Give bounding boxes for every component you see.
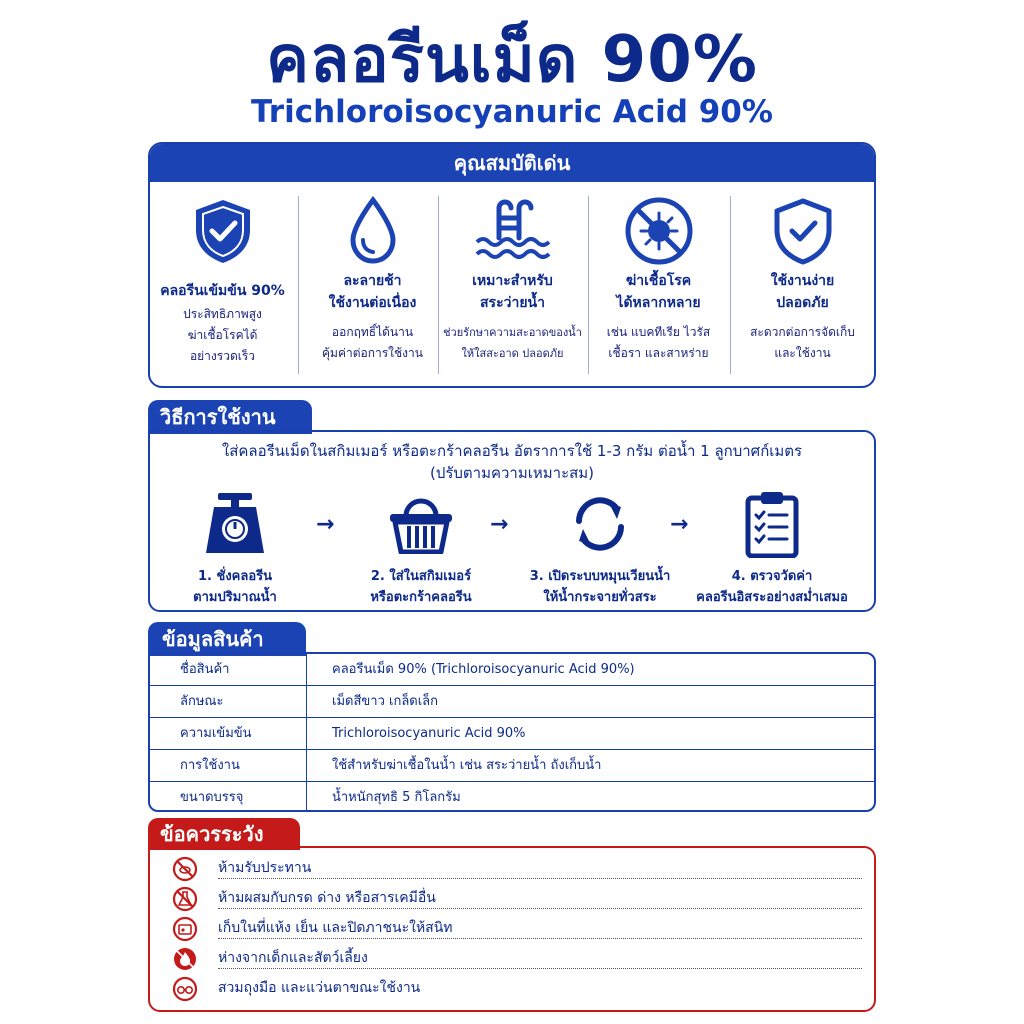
feature-pool <box>440 182 585 388</box>
feature-desc-line: สะดวกต่อการจัดเก็บ <box>750 325 855 339</box>
feature-desc-line: คุ้มค่าต่อการใช้งาน <box>322 346 423 360</box>
info-value: น้ำหนักสุทธิ 5 กิโลกรัม <box>332 790 461 805</box>
swimming-pool-icon <box>440 196 585 266</box>
warning-text: ห่างจากเด็กและสัตว์เลี้ยง <box>218 950 368 966</box>
feature-title-line: ได้หลากหลาย <box>616 295 701 311</box>
step-label <box>326 566 516 608</box>
usage-line: (ปรับตามความเหมาะสม) <box>429 464 595 482</box>
feature-desc-line: อย่างรวดเร็ว <box>189 349 256 363</box>
step-measure <box>672 488 872 608</box>
feature-title-line: ฆ่าเชื้อโรค <box>625 273 692 289</box>
water-drop-icon <box>300 196 445 266</box>
info-key: ความเข้มข้น <box>180 726 252 741</box>
warnings-tab: ข้อควรระวัง <box>148 818 300 850</box>
info-value: คลอรีนเม็ด 90% (Trichloroisocyanuric Acid 90%) <box>332 662 635 677</box>
warning-text: สวมถุงมือ และแว่นตาขณะใช้งาน <box>218 980 421 996</box>
feature-title-line: ละลายช้า <box>343 273 402 289</box>
info-key: การใช้งาน <box>180 758 240 773</box>
list-item <box>172 884 862 914</box>
table-row <box>150 750 874 782</box>
feature-title <box>730 270 875 314</box>
warning-text: เก็บในที่แห้ง เย็น และปิดภาชนะให้สนิท <box>218 920 453 936</box>
feature-desc-line: และใช้งาน <box>774 346 831 360</box>
arrow-icon: → <box>316 512 335 537</box>
feature-title-line: สระว่ายน้ำ <box>480 295 545 311</box>
step-label <box>140 566 330 608</box>
step-label-line: 2. ใส่ในสกิมเมอร์ <box>370 569 472 584</box>
feature-desc-line: ช่วยรักษาความสะอาดของน้ำ <box>443 326 582 339</box>
feature-desc <box>730 322 875 364</box>
feature-desc <box>300 322 445 364</box>
page-title: คลอรีนเม็ด 90% <box>266 23 758 97</box>
divider <box>218 878 862 879</box>
divider <box>218 968 862 969</box>
table-row <box>150 782 874 812</box>
table-row <box>150 686 874 718</box>
feature-safe <box>730 182 875 388</box>
usage-card <box>148 430 876 612</box>
feature-title-line: ใช้งานต่อเนื่อง <box>328 295 417 311</box>
step-label-line: 3. เปิดระบบหมุนเวียนน้ำ <box>529 569 671 584</box>
step-label <box>672 566 872 608</box>
clipboard-icon <box>672 488 872 560</box>
step-label-line: ตามปริมาณน้ำ <box>193 590 277 605</box>
arrow-icon: → <box>670 512 689 537</box>
usage-line: ใส่คลอรีนเม็ดในสกิมเมอร์ หรือตะกร้าคลอรีน อัตราการใช้ 1-3 กรัม ต่อน้ำ 1 ลูกบาศก์เมตร <box>221 442 803 460</box>
dry-storage-icon <box>172 916 198 942</box>
info-value: Trichloroisocyanuric Acid 90% <box>332 726 526 741</box>
feature-desc <box>150 304 295 367</box>
warning-text: ห้ามผสมกับกรด ด่าง หรือสารเคมีอื่น <box>218 890 436 906</box>
feature-title-line: ปลอดภัย <box>776 295 829 311</box>
feature-desc-line: เชื้อรา และสาหร่าย <box>608 346 709 360</box>
product-info-table <box>148 652 876 812</box>
feature-desc-line: ฆ่าเชื้อโรคได้ <box>187 328 258 342</box>
list-item <box>172 974 862 1004</box>
divider <box>438 196 439 374</box>
info-value: เม็ดสีขาว เกล็ดเล็ก <box>332 694 439 709</box>
feature-title: คลอรีนเข้มข้น 90% <box>160 283 285 299</box>
feature-germ-kill <box>586 182 731 388</box>
warnings-card <box>148 846 876 1012</box>
keep-away-children-icon <box>172 946 198 972</box>
step-label-line: 4. ตรวจวัดค่า <box>731 569 813 584</box>
feature-desc-line: เช่น แบคทีเรีย ไวรัส <box>606 325 711 339</box>
step-weigh <box>140 488 330 608</box>
feature-desc <box>586 322 731 364</box>
features-card <box>148 142 876 388</box>
page-subtitle: Trichloroisocyanuric Acid 90% <box>251 94 773 130</box>
feature-title-line: ใช้งานง่าย <box>770 273 835 289</box>
divider <box>218 908 862 909</box>
info-tab: ข้อมูลสินค้า <box>148 622 306 656</box>
feature-title-line: เหมาะสำหรับ <box>472 273 553 289</box>
features-header: คุณสมบัติเด่น <box>150 144 874 182</box>
basket-icon <box>326 488 516 560</box>
step-label-line: คลอรีนอิสระอย่างสม่ำเสมอ <box>696 590 848 605</box>
wear-goggles-icon <box>172 976 198 1002</box>
feature-title <box>586 270 731 314</box>
info-key: ชื่อสินค้า <box>180 662 230 677</box>
info-key: ลักษณะ <box>180 694 224 709</box>
no-germ-icon <box>586 196 731 266</box>
no-eating-icon <box>172 856 198 882</box>
divider <box>218 938 862 939</box>
step-label-line: 1. ชั่งคลอรีน <box>197 569 273 584</box>
feature-desc-line: ประสิทธิภาพสูง <box>183 307 262 321</box>
list-item <box>172 854 862 884</box>
table-row <box>150 654 874 686</box>
step-label-line: ให้น้ำกระจายทั่วสระ <box>543 590 657 605</box>
feature-desc <box>440 322 585 364</box>
shield-check-outline-icon <box>730 196 875 266</box>
info-key: ขนาดบรรจุ <box>180 790 244 805</box>
list-item <box>172 944 862 974</box>
warning-text: ห้ามรับประทาน <box>218 860 312 876</box>
step-skimmer <box>326 488 516 608</box>
feature-title <box>300 270 445 314</box>
step-label-line: หรือตะกร้าคลอรีน <box>370 590 472 605</box>
shield-check-icon <box>150 196 295 266</box>
info-value: ใช้สำหรับฆ่าเชื้อในน้ำ เช่น สระว่ายน้ำ ถังเก็บน้ำ <box>332 758 602 773</box>
divider <box>298 196 299 374</box>
feature-title <box>440 270 585 314</box>
feature-desc-line: ให้ใสสะอาด ปลอดภัย <box>461 347 564 360</box>
table-row <box>150 718 874 750</box>
usage-instructions <box>150 440 874 484</box>
list-item <box>172 914 862 944</box>
arrow-icon: → <box>490 512 509 537</box>
scale-icon <box>140 488 330 560</box>
no-mixing-icon <box>172 886 198 912</box>
feature-concentration <box>150 182 295 388</box>
usage-tab: วิธีการใช้งาน <box>148 400 312 434</box>
feature-slow-dissolve <box>300 182 445 388</box>
feature-desc-line: ออกฤทธิ์ได้นาน <box>331 325 414 339</box>
